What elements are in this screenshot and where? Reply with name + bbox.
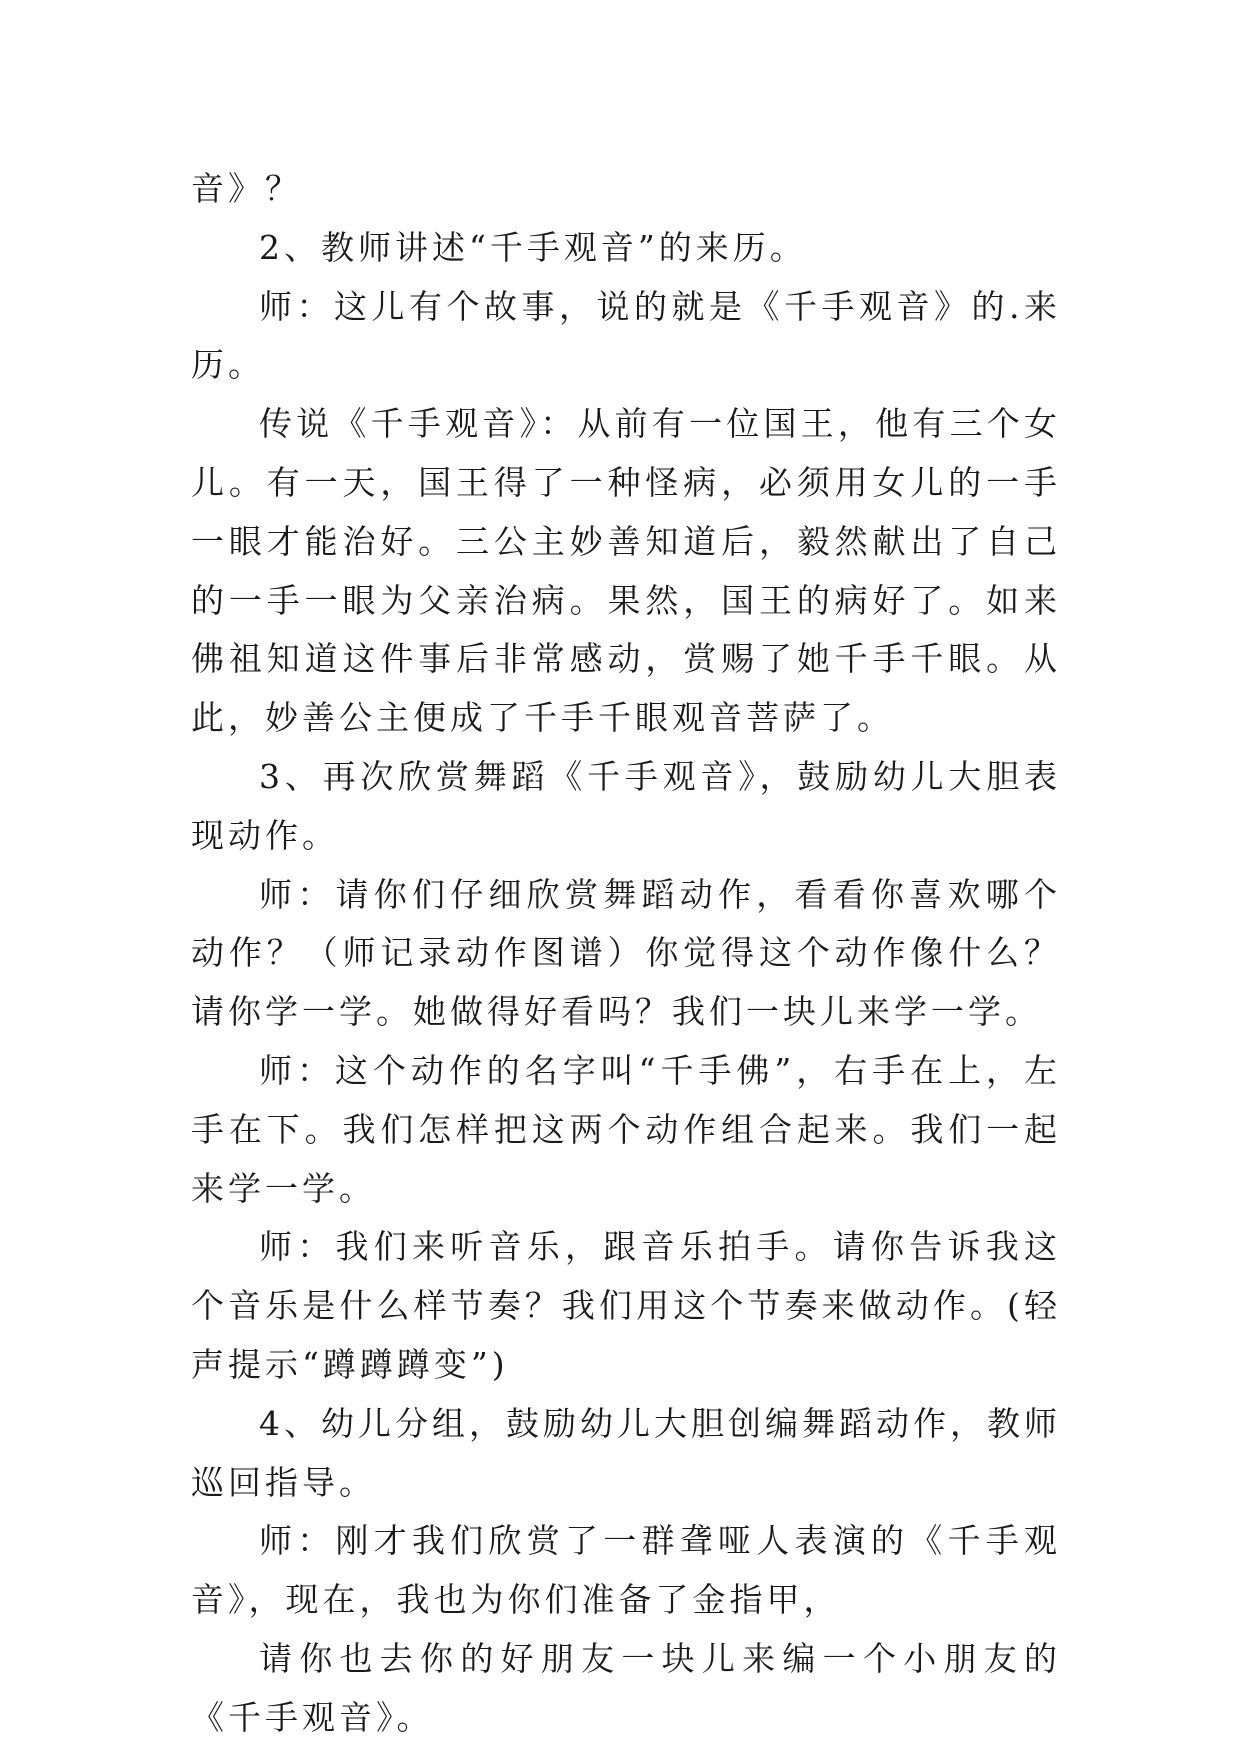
document-body	[191, 160, 1061, 1748]
paragraph-teacher-music: 师：我们来听音乐，跟音乐拍手。请你告诉我这个音乐是什么样节奏？我们用这个节奏来做动作。(轻声提示“蹲蹲蹲变”)	[191, 1227, 1061, 1384]
paragraph-step-4: 4、幼儿分组，鼓励幼儿大胆创编舞蹈动作，教师巡回指导。	[191, 1403, 1061, 1502]
paragraph-step-3: 3、再次欣赏舞蹈《千手观音》，鼓励幼儿大胆表现动作。	[191, 756, 1061, 855]
paragraph-step-2: 2、教师讲述“千手观音”的来历。	[259, 227, 807, 267]
paragraph-teacher-move-name: 师：这个动作的名字叫“千手佛”，右手在上，左手在下。我们怎样把这两个动作组合起来。我们一起来学一学。	[191, 1050, 1061, 1208]
paragraph-teacher-story-intro: 师：这儿有个故事，说的就是《千手观音》的.来历。	[191, 286, 1061, 385]
paragraph-legend: 传说《千手观音》：从前有一位国王，他有三个女儿。有一天，国王得了一种怪病，必须用女儿的一手一眼才能治好。三公主妙善知道后，毅然献出了自己的一手一眼为父亲治病。果然，国王的病好了。如来佛祖知道这件事后非常感动，赏赐了她千手千眼。从此，妙善公主便成了千手千眼观音菩萨了。	[191, 404, 1061, 738]
paragraph-teacher-nails: 师：刚才我们欣赏了一群聋哑人表演的《千手观音》，现在，我也为你们准备了金指甲，	[191, 1521, 1061, 1620]
paragraph-invite-friends: 请你也去你的好朋友一块儿来编一个小朋友的《千手观音》。	[191, 1638, 1061, 1737]
paragraph-teacher-watch: 师：请你们仔细欣赏舞蹈动作，看看你喜欢哪个动作？（师记录动作图谱）你觉得这个动作像什么？请你学一学。她做得好看吗？我们一块儿来学一学。	[191, 874, 1061, 1032]
paragraph-continuation: 音》？	[191, 169, 302, 208]
